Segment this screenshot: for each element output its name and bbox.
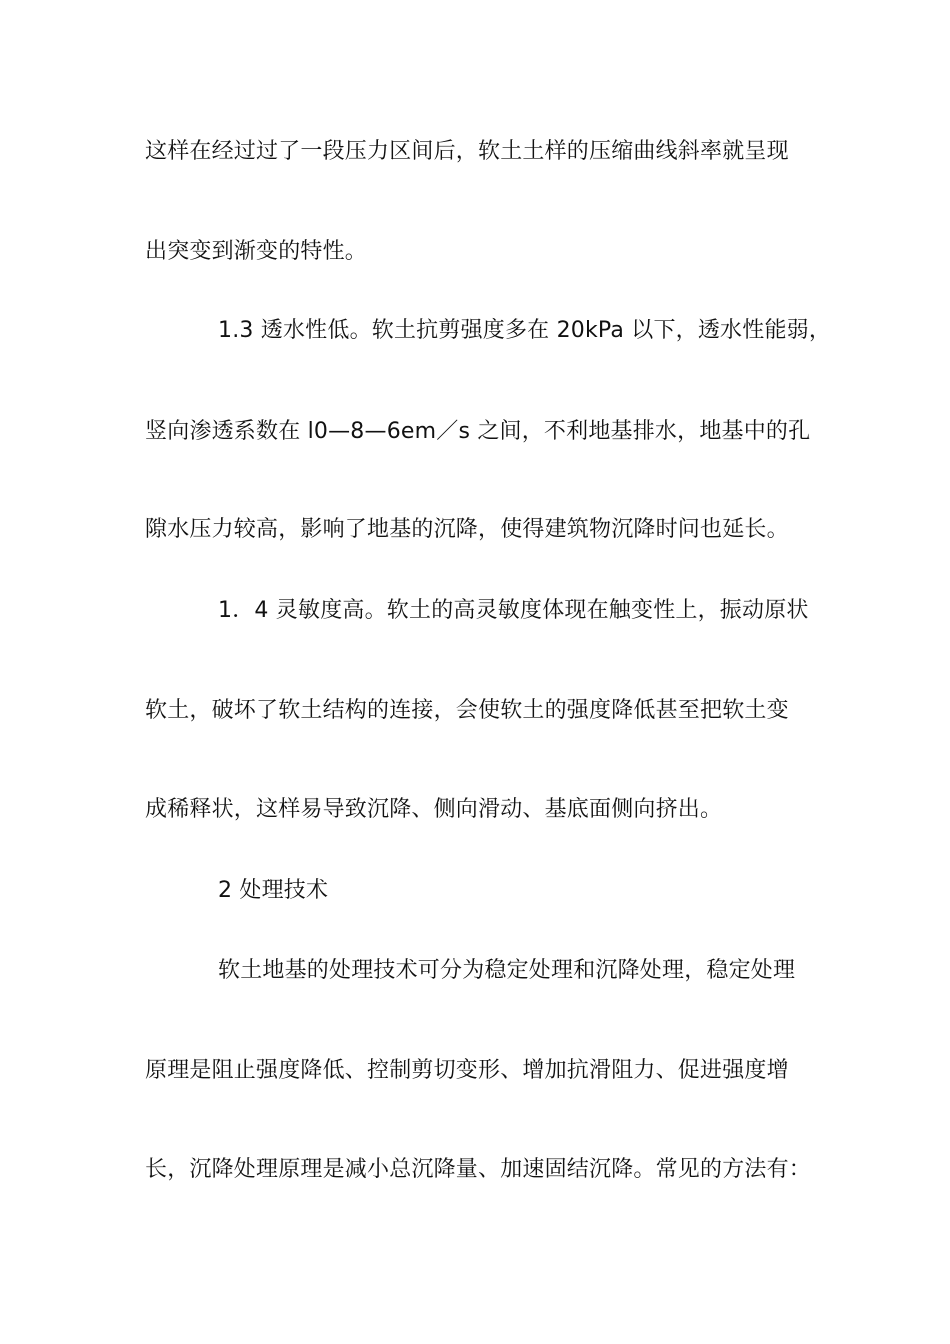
section-1-3-line-2: 竖向渗透系数在 l0—8—6em／s 之间，不利地基排水，地基中的孔 bbox=[145, 419, 811, 444]
section-1-3-line-1: 1.3 透水性低。软土抗剪强度多在 20kPa 以下，透水性能弱， bbox=[218, 318, 832, 343]
paragraph-line-1: 这样在经过过了一段压力区间后，软土土样的压缩曲线斜率就呈现 bbox=[145, 139, 789, 164]
section-2-line-3: 长，沉降处理原理是减小总沉降量、加速固结沉降。常见的方法有： bbox=[145, 1157, 812, 1182]
section-1-3-line-3: 隙水压力较高，影响了地基的沉降，使得建筑物沉降时问也延长。 bbox=[145, 517, 789, 542]
section-1-4-line-1: 1．4 灵敏度高。软土的高灵敏度体现在触变性上，振动原状 bbox=[218, 598, 809, 623]
paragraph-line-2: 出突变到渐变的特性。 bbox=[145, 239, 368, 264]
section-2-line-2: 原理是阻止强度降低、控制剪切变形、增加抗滑阻力、促进强度增 bbox=[145, 1058, 789, 1083]
section-1-4-line-2: 软土，破坏了软土结构的连接，会使软土的强度降低甚至把软土变 bbox=[145, 698, 789, 723]
section-2-heading: 2 处理技术 bbox=[218, 878, 329, 903]
section-1-4-line-3: 成稀释状，这样易导致沉降、侧向滑动、基底面侧向挤出。 bbox=[145, 797, 723, 822]
section-2-line-1: 软土地基的处理技术可分为稳定处理和沉降处理，稳定处理 bbox=[218, 958, 796, 983]
